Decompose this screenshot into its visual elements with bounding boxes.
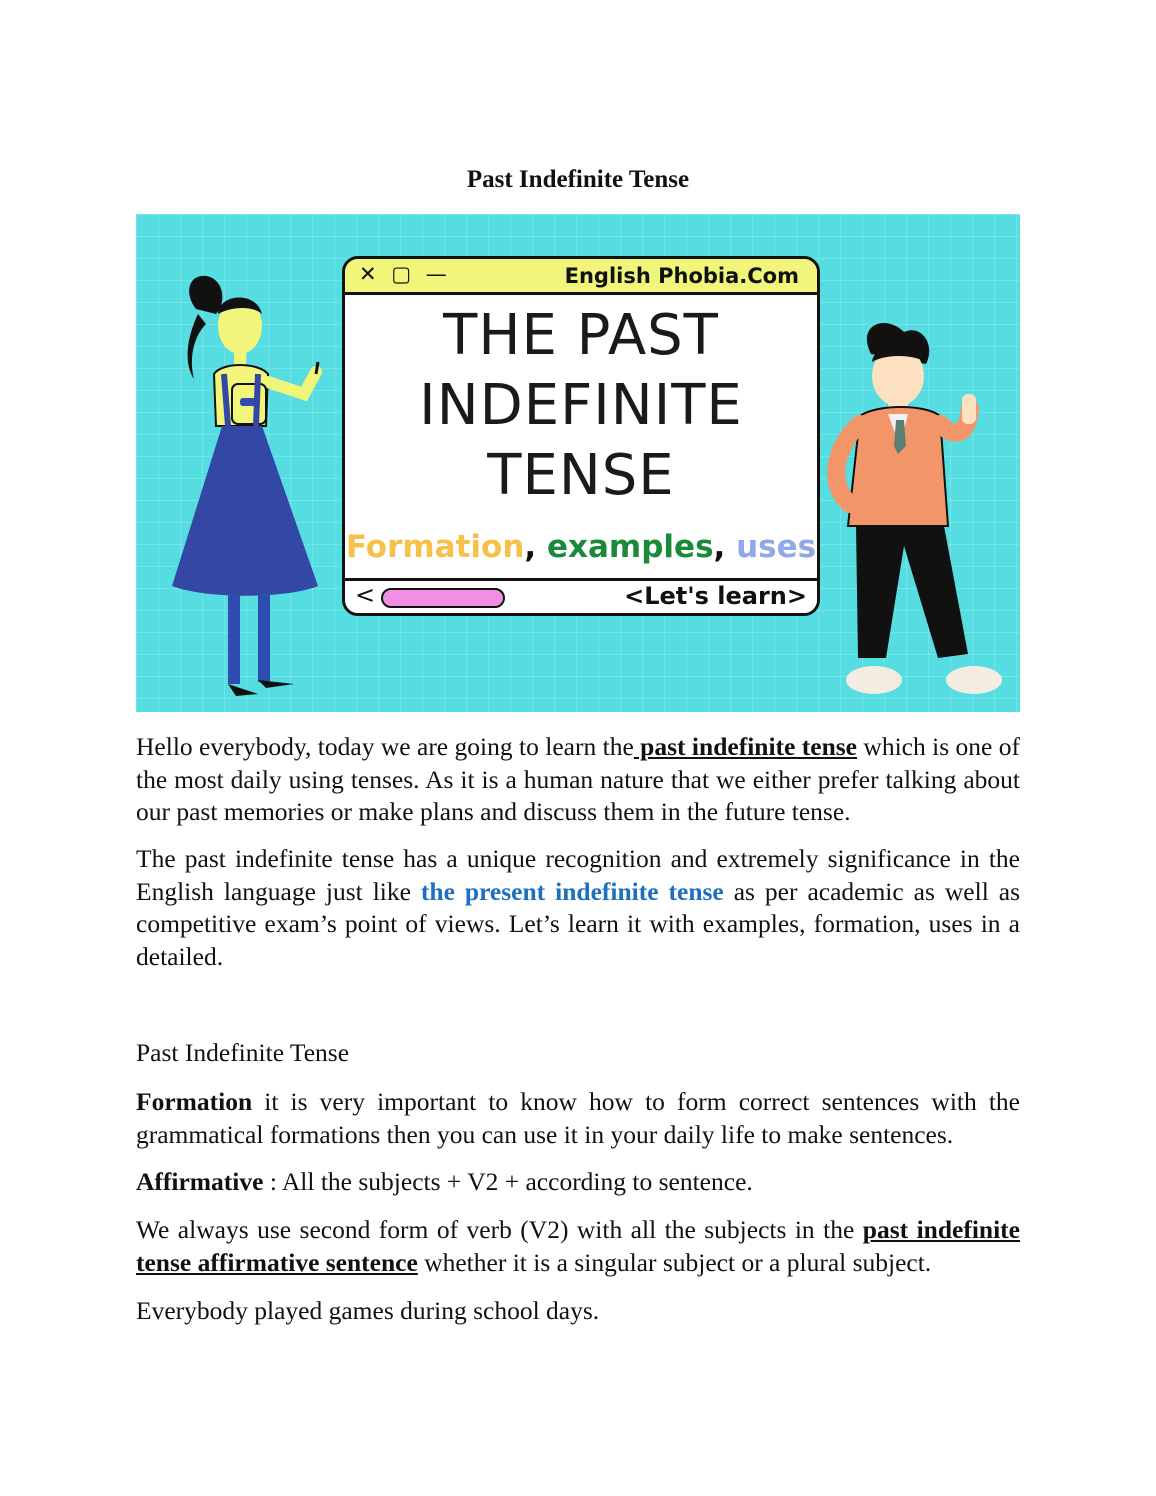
site-name: English Phobia.Com [564,264,799,288]
significance-text-rest: as per academic as well as competitive exam’s point of views. Let’s learn it with examples, formation, uses in a detailed. [136,876,1021,971]
affirmative-text: : All the subjects + V2 + according to sentence. [263,1167,753,1196]
subtitle-comma: , [524,529,537,565]
section-heading: Past Indefinite Tense [136,1038,350,1067]
window-footer [345,578,817,613]
example-sentence: Everybody played games during school days. [136,1296,600,1325]
window-controls-icon: ✕ ▢ — [359,262,451,286]
subtitle-formation: Formation [345,529,525,565]
lets-learn-label: <Let's learn> [624,582,807,610]
formation-label: Formation [136,1087,253,1116]
v2-paragraph [136,1214,1020,1279]
intro-text: Hello everybody, today we are going to learn the [136,732,634,761]
banner-subtitle [345,529,817,565]
past-indefinite-tense-emphasis: past indefinite tense [633,732,857,761]
banner-heading-line-1: THE PAST [443,303,719,368]
banner-heading-line-3: TENSE [487,443,675,508]
subtitle-comma: , [713,529,726,565]
banner-window [342,256,820,616]
significance-text: The past indefinite tense has a unique recognition and extremely significance in the English language just like [136,844,1020,906]
subtitle-uses: uses [725,529,817,565]
affirmative-label: Affirmative [136,1167,264,1196]
significance-paragraph [136,843,1020,973]
intro-text-rest: which is one of the most daily using tenses. As it is a human nature that we either prefer talking about our past memories or make plans and discuss them in the future tense. [136,732,1020,826]
intro-paragraph [136,731,1020,829]
affirmative-sentence-emphasis: past indefinite tense affirmative sentence [136,1215,1020,1277]
affirmative-paragraph [136,1166,1020,1199]
boy-illustration [836,323,1002,694]
window-title-bar [345,259,817,295]
v2-text-rest: whether it is a singular subject or a plural subject. [417,1247,932,1277]
formation-text: it is very important to know how to form correct sentences with the grammatical formations then you can use it in your daily life to make sentences. [136,1087,1020,1149]
present-indefinite-tense-link[interactable]: the present indefinite tense [420,876,724,906]
banner-heading [345,301,817,511]
girl-illustration [172,276,318,696]
subtitle-examples: examples [536,529,714,565]
banner-image [136,214,1020,712]
progress-pill [381,588,505,608]
chevron-left-icon: < [355,581,376,609]
v2-text: We always use second form of verb (V2) with all the subjects in the [136,1215,863,1244]
formation-paragraph [136,1086,1020,1151]
page-title: Past Indefinite Tense [466,166,690,193]
banner-heading-line-2: INDEFINITE [419,373,743,438]
